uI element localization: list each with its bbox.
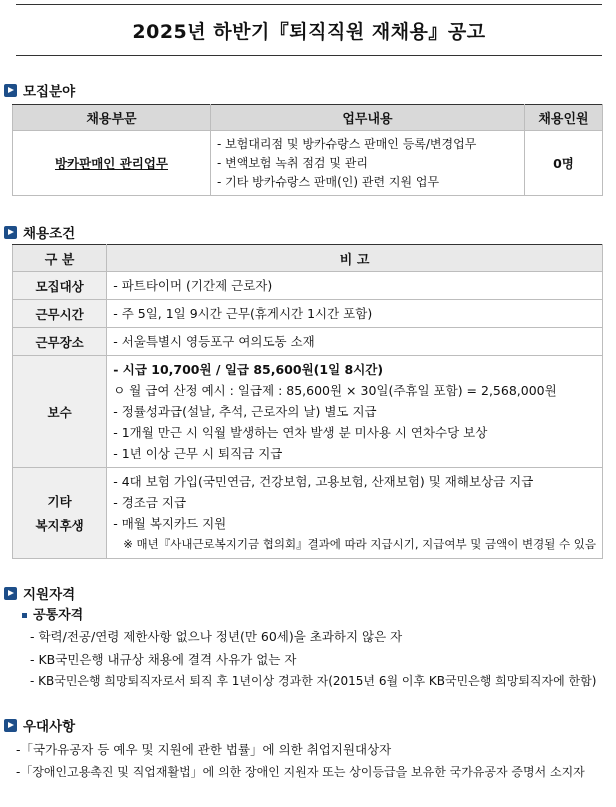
dept-name: 방카판매인 관리업무 bbox=[54, 156, 169, 171]
section-title: 채용조건 bbox=[23, 226, 76, 242]
row-line: ㅇ 월 급여 산정 예시 : 일급제 : 85,600원 × 30일(주휴일 포함) = 2,568,000원 bbox=[113, 383, 557, 398]
row-line: - 4대 보험 가입(국민연금, 건강보험, 고용보험, 산재보험) 및 재해보상금 지급 bbox=[113, 474, 534, 489]
preference-item: -「장애인고용촉진 및 직업재활법」에 의한 장애인 지원자 또는 상이등급을 보유한 국가유공자 증명서 소지자 bbox=[16, 765, 585, 779]
row-label: 모집대상 bbox=[13, 272, 107, 300]
section-recruit-field bbox=[4, 80, 75, 100]
arrow-box-icon bbox=[4, 84, 17, 97]
column-header: 채용인원 bbox=[525, 105, 603, 131]
row-line: - 경조금 지급 bbox=[113, 495, 187, 510]
dept-cell bbox=[13, 131, 211, 196]
row-line: - 매월 복지카드 지원 bbox=[113, 516, 227, 531]
qualification-item: - KB국민은행 내규상 채용에 결격 사유가 없는 자 bbox=[30, 652, 297, 667]
section-conditions bbox=[4, 222, 75, 242]
section-preference bbox=[4, 715, 75, 735]
qualification-item: - 학력/전공/연령 제한사항 없으나 정년(만 60세)을 초과하지 않은 자 bbox=[30, 629, 403, 644]
row-line: - 1개월 만근 시 익월 발생하는 연차 발생 분 미사용 시 연차수당 보상 bbox=[113, 425, 488, 440]
arrow-box-icon bbox=[4, 587, 17, 600]
duty-line: - 보험대리점 및 방카슈랑스 판매인 등록/변경업무 bbox=[217, 136, 477, 151]
column-header: 업무내용 bbox=[211, 105, 525, 131]
section-title: 지원자격 bbox=[23, 587, 76, 603]
duties-cell bbox=[211, 131, 525, 196]
duty-line: - 기타 방카슈랑스 판매(인) 관련 지원 업무 bbox=[217, 174, 440, 189]
field-table bbox=[12, 104, 603, 196]
headcount-cell: 0명 bbox=[525, 131, 603, 196]
arrow-box-icon bbox=[4, 226, 17, 239]
row-value bbox=[107, 468, 603, 559]
qualification-item: - KB국민은행 희망퇴직자로서 퇴직 후 1년이상 경과한 자(2015년 6월 이후 KB국민은행 희망퇴직자에 한함) bbox=[30, 674, 597, 688]
row-value bbox=[107, 328, 603, 356]
row-line: - 주 5일, 1일 9시간 근무(휴게시간 1시간 포함) bbox=[113, 306, 373, 321]
row-line: ※ 매년『사내근로복지기금 협의회』결과에 따라 지급시기, 지급여부 및 금액이 변경될 수 있음 bbox=[123, 537, 596, 551]
row-line: - 1년 이상 근무 시 퇴직금 지급 bbox=[113, 446, 283, 461]
preference-item: -「국가유공자 등 예우 및 지원에 관한 법률」에 의한 취업지원대상자 bbox=[16, 742, 392, 757]
section-qualification bbox=[4, 583, 75, 603]
row-line: - 시급 10,700원 / 일급 85,600원(1일 8시간) bbox=[113, 362, 384, 377]
arrow-box-icon bbox=[4, 719, 17, 732]
row-value bbox=[107, 356, 603, 468]
row-label: 근무시간 bbox=[13, 300, 107, 328]
column-header: 비 고 bbox=[107, 245, 603, 272]
row-line: - 서울특별시 영등포구 여의도동 소재 bbox=[113, 334, 315, 349]
row-label bbox=[13, 468, 107, 559]
conditions-table bbox=[12, 244, 603, 559]
row-value bbox=[107, 272, 603, 300]
qualification-subtitle: 공통자격 bbox=[22, 604, 83, 623]
duty-line: - 변액보험 녹취 점검 및 관리 bbox=[217, 155, 368, 170]
row-label: 근무장소 bbox=[13, 328, 107, 356]
row-label: 보수 bbox=[13, 356, 107, 468]
section-title: 모집분야 bbox=[23, 84, 76, 100]
page-title: 2025년 하반기『퇴직직원 재채용』공고 bbox=[16, 4, 602, 56]
section-title: 우대사항 bbox=[23, 719, 76, 735]
row-line: - 파트타이머 (기간제 근로자) bbox=[113, 278, 273, 293]
square-bullet-icon bbox=[22, 613, 27, 618]
row-value bbox=[107, 300, 603, 328]
row-line: - 정률성과급(설날, 추석, 근로자의 날) 별도 지급 bbox=[113, 404, 377, 419]
row-label-line: 기타 bbox=[47, 494, 72, 509]
row-label-line: 복지후생 bbox=[35, 518, 84, 533]
column-header: 구 분 bbox=[13, 245, 107, 272]
column-header: 채용부문 bbox=[13, 105, 211, 131]
